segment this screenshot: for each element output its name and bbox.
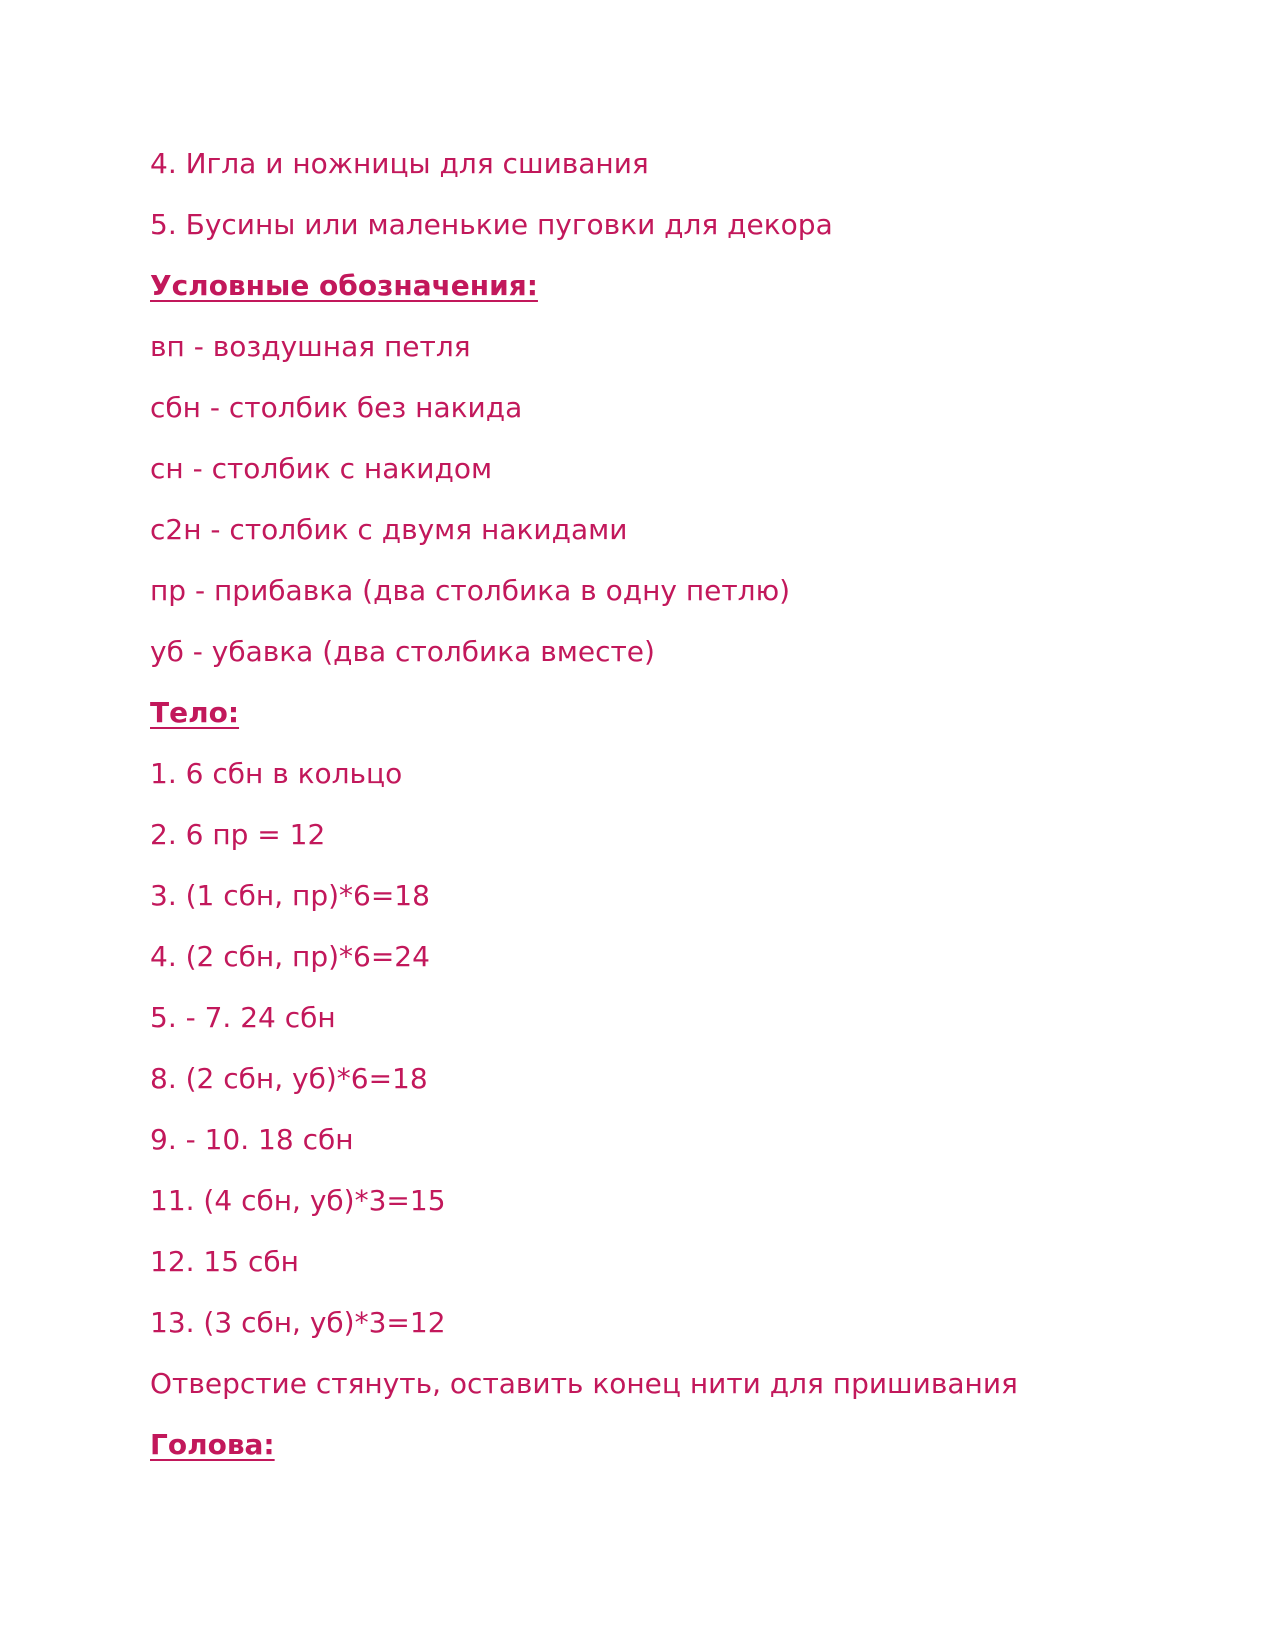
body-row: 4. (2 сбн, пр)*6=24 — [150, 940, 430, 973]
document-content — [150, 145, 1190, 1487]
head-section-heading: Голова: — [150, 1428, 275, 1461]
legend-entry-s2n: с2н - столбик с двумя накидами — [150, 513, 628, 546]
body-row: 8. (2 сбн, уб)*6=18 — [150, 1062, 428, 1095]
body-finishing-note: Отверстие стянуть, оставить конец нити для пришивания — [150, 1367, 1018, 1400]
materials-item-5: 5. Бусины или маленькие пуговки для декора — [150, 208, 833, 241]
body-row: 12. 15 сбн — [150, 1245, 299, 1278]
body-section-heading: Тело: — [150, 696, 240, 729]
legend-entry-ub: уб - убавка (два столбика вместе) — [150, 635, 655, 668]
body-row: 11. (4 сбн, уб)*3=15 — [150, 1184, 446, 1217]
body-row: 1. 6 сбн в кольцо — [150, 757, 403, 790]
body-row: 5. - 7. 24 сбн — [150, 1001, 336, 1034]
body-row: 2. 6 пр = 12 — [150, 818, 326, 851]
legend-entry-sbn: сбн - столбик без накида — [150, 391, 523, 424]
body-row: 9. - 10. 18 сбн — [150, 1123, 354, 1156]
body-row: 13. (3 сбн, уб)*3=12 — [150, 1306, 446, 1339]
legend-entry-pr: пр - прибавка (два столбика в одну петлю) — [150, 574, 791, 607]
body-row: 3. (1 сбн, пр)*6=18 — [150, 879, 430, 912]
legend-entry-sn: сн - столбик с накидом — [150, 452, 493, 485]
legend-entry-vp: вп - воздушная петля — [150, 330, 471, 363]
materials-item-4: 4. Игла и ножницы для сшивания — [150, 147, 649, 180]
legend-heading: Условные обозначения: — [150, 269, 538, 302]
